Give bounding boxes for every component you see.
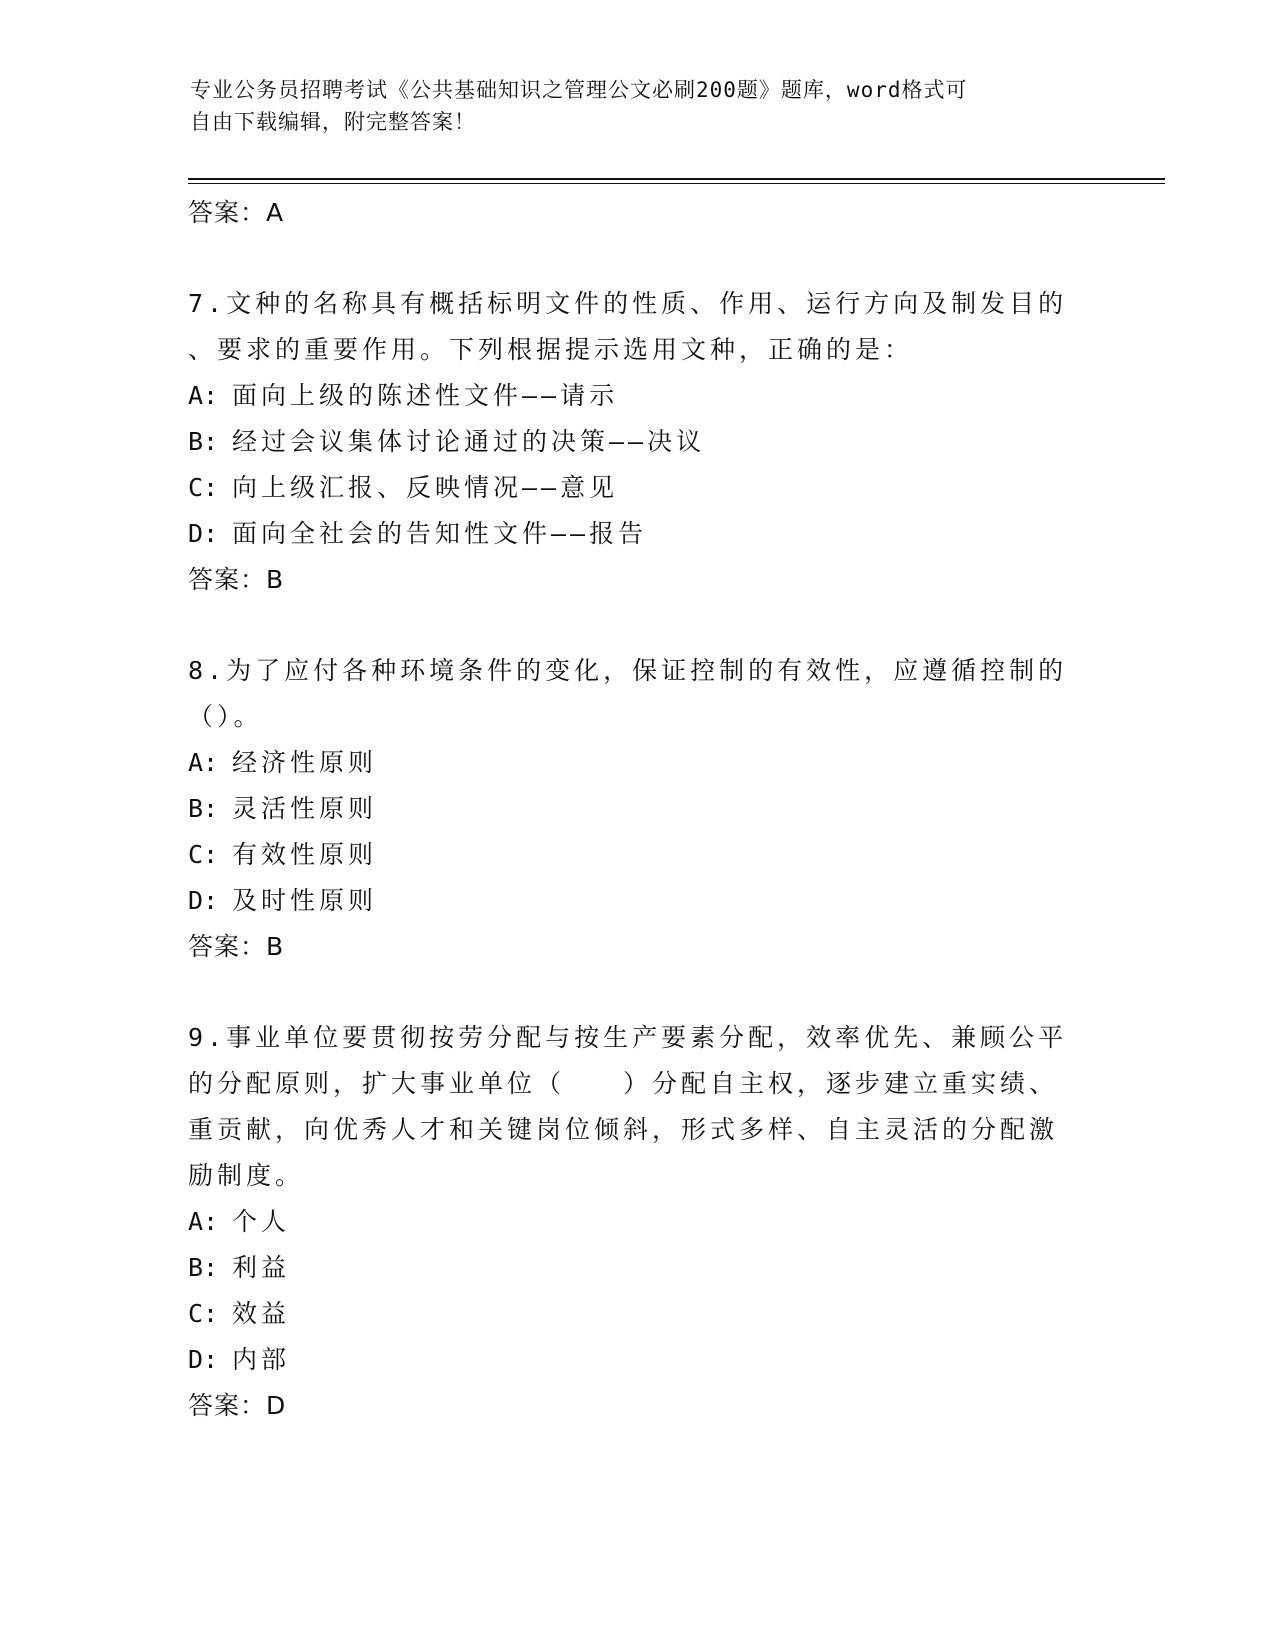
option-letter: B:	[188, 794, 219, 823]
answer-line: 答案：B	[188, 932, 285, 961]
option-text: 经过会议集体讨论通过的决策——决议	[232, 427, 706, 456]
option-d	[188, 1337, 1088, 1383]
option-text: 面向上级的陈述性文件——请示	[232, 381, 619, 410]
option-a	[188, 740, 1088, 786]
header-line-1: 专业公务员招聘考试《公共基础知识之管理公文必刷200题》题库，word格式可	[190, 78, 968, 102]
option-b	[188, 786, 1088, 832]
option-c	[188, 1291, 1088, 1337]
answer-line: 答案：D	[188, 1391, 287, 1420]
option-d	[188, 878, 1088, 924]
question-block	[188, 281, 1088, 557]
answer-line: 答案：A	[188, 198, 285, 227]
option-text: 利益	[232, 1253, 291, 1282]
option-letter: A:	[188, 748, 219, 777]
question-block	[188, 648, 1088, 924]
option-letter: C:	[188, 473, 219, 502]
option-b	[188, 419, 1088, 465]
option-b	[188, 1245, 1088, 1291]
question-block	[188, 1015, 1088, 1383]
spacer	[188, 236, 1088, 281]
option-text: 及时性原则	[232, 886, 378, 915]
question-stem-line: 7.文种的名称具有概括标明文件的性质、作用、运行方向及制发目的	[188, 289, 1068, 318]
option-text: 向上级汇报、反映情况——意见	[232, 473, 619, 502]
question-stem-line: 8.为了应付各种环境条件的变化，保证控制的有效性，应遵循控制的	[188, 656, 1068, 685]
option-a	[188, 1199, 1088, 1245]
header-rule-thick	[188, 178, 1165, 180]
option-text: 内部	[232, 1345, 291, 1374]
document-header	[190, 74, 1070, 138]
option-letter: A:	[188, 1207, 219, 1236]
question-stem-line: 重贡献，向优秀人才和关键岗位倾斜，形式多样、自主灵活的分配激	[188, 1115, 1059, 1144]
header-rule-thin	[188, 183, 1165, 184]
option-text: 经济性原则	[232, 748, 378, 777]
question-stem-line: 的分配原则，扩大事业单位（ ）分配自主权，逐步建立重实绩、	[188, 1069, 1059, 1098]
option-text: 面向全社会的告知性文件——报告	[232, 519, 648, 548]
option-letter: C:	[188, 840, 219, 869]
spacer	[188, 970, 1088, 1015]
option-text: 效益	[232, 1299, 291, 1328]
question-stem-line: （）。	[188, 702, 263, 731]
option-text: 个人	[232, 1207, 291, 1236]
option-letter: B:	[188, 427, 219, 456]
option-a	[188, 373, 1088, 419]
option-letter: D:	[188, 886, 219, 915]
question-list	[188, 190, 1088, 1429]
question-stem-line: 、要求的重要作用。下列根据提示选用文种，正确的是：	[188, 335, 914, 364]
option-letter: D:	[188, 519, 219, 548]
option-d	[188, 511, 1088, 557]
option-c	[188, 465, 1088, 511]
header-line-2: 自由下载编辑，附完整答案！	[190, 110, 476, 134]
option-c	[188, 832, 1088, 878]
spacer	[188, 603, 1088, 648]
option-letter: A:	[188, 381, 219, 410]
option-letter: B:	[188, 1253, 219, 1282]
option-letter: C:	[188, 1299, 219, 1328]
question-stem-line: 9.事业单位要贯彻按劳分配与按生产要素分配，效率优先、兼顾公平	[188, 1023, 1068, 1052]
question-stem-line: 励制度。	[188, 1161, 305, 1190]
option-text: 灵活性原则	[232, 794, 378, 823]
option-text: 有效性原则	[232, 840, 378, 869]
answer-line: 答案：B	[188, 565, 285, 594]
option-letter: D:	[188, 1345, 219, 1374]
